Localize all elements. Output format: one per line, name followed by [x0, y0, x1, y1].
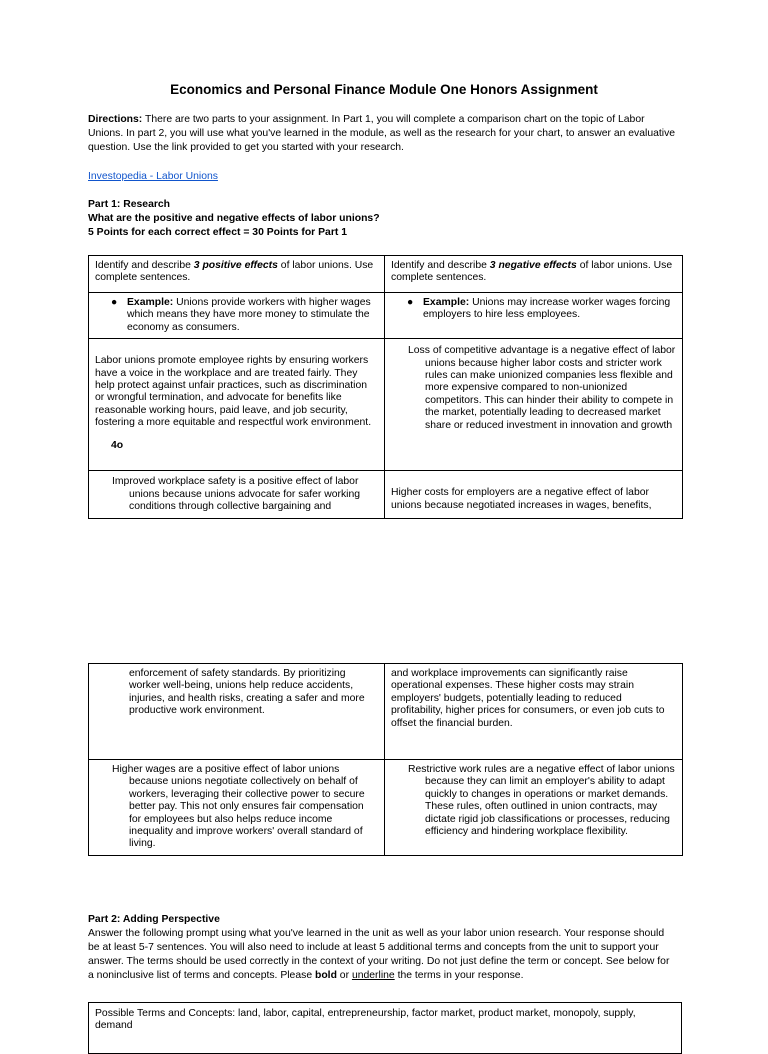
example-body: Unions provide workers with higher wages which means they have more money to stimulate the economy as consumers. — [127, 297, 371, 333]
example-label: Example: — [423, 297, 470, 308]
negative-example-cell — [385, 293, 683, 339]
header-emphasis: 3 positive effects — [193, 260, 278, 271]
negative-effect-3 — [385, 760, 683, 856]
part2-heading: Part 2: Adding Perspective — [88, 914, 220, 925]
directions-label: Directions: — [88, 114, 143, 125]
table-row — [89, 664, 683, 760]
positive-effect-1-text: Labor unions promote employee rights by ensuring workers have a voice in the workplace and are treated fairly. They help protect against unfair practices, such as discrimination or wrongful termination, and advocate for benefits like reasonable working hours, paid leave, and job security, fostering a more equitable and respectful work environment. — [95, 355, 372, 429]
negative-effect-2-continued: and workplace improvements can significantly raise operational expenses. These higher costs may strain employers' budgets, potentially leading to reduced profitability, higher prices for consumers, or even job cuts to offset the financial burden. — [391, 668, 665, 729]
negative-effect-2-text: Higher costs for employers are a negative effect of labor unions because negotiated increases in wages, benefits, — [391, 487, 652, 511]
example-text — [127, 297, 378, 334]
part2-text: Answer the following prompt using what you've learned in the unit as well as your labor union research. Your response should be at least 5-7 sentences. You will also need to include at least 5 additional terms and concepts from the unit to support your answer. The terms should be used correctly in the context of your writing. Do not just define the term or concept. See below for a noninclusive list of terms and concepts. Please — [88, 928, 670, 981]
research-link[interactable]: Investopedia - Labor Unions — [88, 171, 218, 182]
negative-effect-3-text: Restrictive work rules are a negative effect of labor unions because they can limit an employer's ability to adapt quickly to changes in operations or market demands. These rules, often outlined in union contracts, may dictate rigid job classifications or processes, reducing efficiency and hindering workplace flexibility. — [408, 764, 675, 838]
positive-effects-header — [89, 256, 385, 293]
part2-text: the terms in your response. — [394, 970, 524, 981]
effects-table-part1 — [88, 255, 683, 519]
directions-text: There are two parts to your assignment. In Part 1, you will complete a comparison chart on the topic of Labor Unions. In part 2, you will use what you've learned in the module, as well as the research for your chart, to answer an evaluative question. Use the link provided to get you started with your research. — [88, 114, 676, 153]
negative-example — [391, 297, 676, 322]
header-text: of labor unions. Use complete sentences. — [95, 260, 374, 284]
bullet-icon: ● — [111, 297, 118, 308]
positive-effect-2-continued: enforcement of safety standards. By prioritizing worker well-being, unions help reduce accidents, injuries, and health risks, creating a safer and more productive work environment. — [129, 668, 365, 717]
positive-effect-3 — [89, 760, 385, 856]
positive-effect-2-end — [89, 664, 385, 760]
part2-text: or — [336, 970, 352, 981]
table-row — [89, 760, 683, 856]
example-body: Unions may increase worker wages forcing employers to hire less employees. — [423, 297, 671, 321]
research-link-line — [88, 170, 678, 184]
part1-points: 5 Points for each correct effect = 30 Points for Part 1 — [88, 227, 347, 238]
part1-heading-block — [88, 198, 678, 240]
page-title: Economics and Personal Finance Module One Honors Assignment — [170, 82, 598, 97]
effects-table-part2 — [88, 663, 683, 856]
positive-effect-1 — [89, 339, 385, 471]
terms-text: Possible Terms and Concepts: land, labor, capital, entrepreneurship, factor market, product market, monopoly, supply, demand — [95, 1008, 636, 1032]
part2-paragraph — [88, 927, 678, 983]
header-text: Identify and describe — [95, 260, 194, 271]
negative-effect-1 — [385, 339, 683, 471]
positive-example — [95, 297, 378, 334]
negative-effects-header — [385, 256, 683, 293]
header-text: of labor unions. Use complete sentences. — [391, 260, 673, 284]
directions-paragraph — [88, 113, 678, 155]
positive-effect-3-text: Higher wages are a positive effect of labor unions because unions negotiate collectively on behalf of workers, leveraging their collective power to secure better pay. This not only ensures fair compensation for employees but also helps reduce income inequality and improve workers' overall standard of living. — [112, 764, 365, 850]
example-text — [423, 297, 676, 322]
example-label: Example: — [127, 297, 174, 308]
terms-box — [88, 1002, 682, 1054]
underline-word: underline — [351, 970, 395, 981]
table-row — [89, 339, 683, 471]
part1-heading: Part 1: Research — [88, 199, 171, 210]
negative-effect-2-end — [385, 664, 683, 760]
positive-effect-2-start — [89, 471, 385, 519]
table-row — [89, 471, 683, 519]
negative-effect-1-text: Loss of competitive advantage is a negative effect of labor unions because higher labor costs and stricter work rules can make unionized companies less flexible and more expensive compared to non-unionized competitors. This can hinder their ability to compete in the market, potentially leading to decreased market share or reduced investment in innovation and growth — [408, 345, 676, 431]
header-emphasis: 3 negative effects — [489, 260, 577, 271]
positive-example-cell — [89, 293, 385, 339]
negative-effect-2-start — [385, 471, 683, 519]
grade-annotation: 4o — [111, 439, 124, 451]
header-text: Identify and describe — [391, 260, 490, 271]
positive-effect-2-text: Improved workplace safety is a positive effect of labor unions because unions advocate for safer working conditions through collective bargaining and — [112, 476, 361, 513]
bullet-icon: ● — [407, 297, 414, 308]
bold-word: bold — [314, 970, 337, 981]
table-row — [89, 293, 683, 339]
table-row — [89, 256, 683, 293]
part1-question: What are the positive and negative effects of labor unions? — [88, 213, 380, 224]
